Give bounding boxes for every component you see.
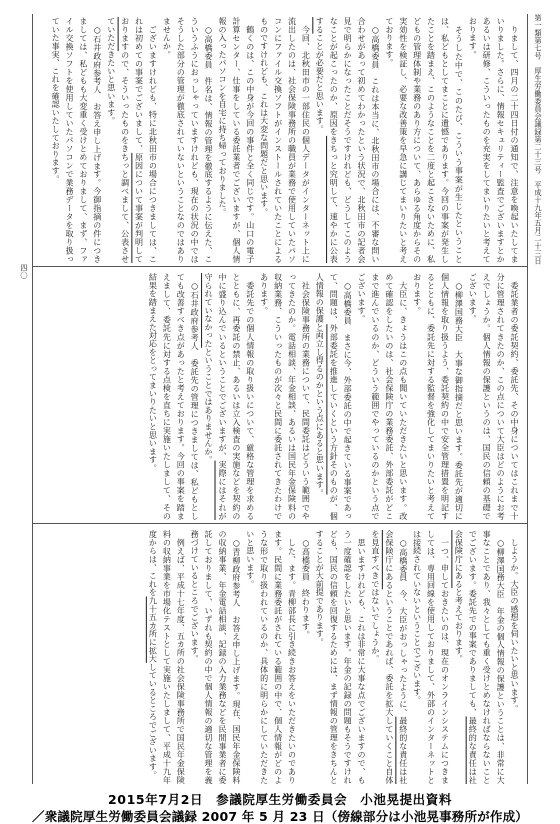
paragraph: ○石井政府参考人 委託先の管理につきましては、私どもとしても改善すべき点があったと考えております。今回の事案を踏まえまして、委託先に対する点検を直ちに実施いたしまして、その結果を踏まえた対応をとってまいりたいと思います。 — [148, 273, 200, 520]
paragraph: 鶴くのは、この中身が今回の事件と全く同じです。山口の電子計算センター、仕事をしている委託業者でございますが、個人情報の入ったパソコンを自宅に持ち帰っておりました。 — [217, 17, 255, 263]
tier-divider — [33, 266, 527, 267]
paragraph: 委託業者の委託契約、委託先、その中身についてはこれまで十分に管理されてきたのか、この点について大臣はどのようにお考えでしょうか。個人情報の保護というのは、国民の信頼の基礎でございます。 — [468, 273, 519, 520]
running-header: 第一類第七号 厚生労働委員会議録第二十三号 平成十九年五月二十三日 — [534, 14, 543, 265]
page-number: 四〇 — [20, 264, 29, 280]
text-tier-lower — [33, 527, 527, 784]
text-tier-upper — [33, 14, 527, 263]
paragraph: りまして、四月の二十四日付の通知で、注意を喚起いたしてまいりました。さらに、情報セキュリティー監査でございますとかあるいは研修、こういったものを充実をしてまいりたいと考えております。 — [468, 17, 519, 263]
paragraph: 今回、北秋田市の一部住民の個人データがインターネット上に流出したのは、社会保険事務所の職員が業務で使用していたパソコンにファイル交換ソフトがインストールされていたことによるものですけれども、これは大変な問題だと思います。 — [259, 17, 311, 263]
paragraph: ○高橋委員 これは本当に、北秋田市の場合には、不審な問い合わせがあって初めてわかったという状況で、北秋田市の記者会見で明らかになったことだそうですけれども、どうしてこのようなことが起こったのか、原因をきちっと究明して、速やかに公表することが必要だと思います。 — [315, 17, 380, 263]
underlined-phrase: 実際にはそれが守られていなかった — [204, 273, 227, 520]
underlined-phrase: 最終的な責任は社会保険庁にある — [384, 530, 408, 784]
tier-divider — [33, 523, 527, 524]
paragraph: ○高橋委員 今、大臣がおっしゃったように、最終的な責任は社会保険庁にあるということであれば、委託を拡大していくこと自体を見直すべきではないでしょうか。 — [370, 530, 408, 784]
text-tier-middle — [33, 270, 527, 520]
paragraph: ○高橋委員 終わります。 — [301, 530, 311, 639]
underlined-phrase: 九十五カ所に拡大 — [148, 596, 158, 663]
paragraph: ○柳澤国務大臣 年金の個人情報の保護ということは、非常に大事なことであり、我々としても重く受けとめなければならないことでございます。委託先での事案でありましても、最終的な責任は社会保険庁にあると考えております。 — [454, 530, 506, 784]
paragraph: した、ます。青柳部長に引き続きお答えをいただきたいのであります。民間に業務委託がされている範囲の中で、個人情報がどのような形で取り扱われているのか、具体的に明らかにしていただきたいと思います。 — [245, 530, 297, 784]
paragraph: しようか。大臣の感想を伺いたいと思います。 — [510, 530, 519, 713]
paragraph: ○柳澤国務大臣 大事な御指摘だと思います。委託先が適切に個人情報を取り扱うよう、委託契約の中で安全管理措置を明記するとともに、委託先に対する監督を強化してまいりたいと考えております。 — [412, 273, 464, 520]
document-page — [18, 14, 542, 784]
paragraph: 委託先での個人情報の取り扱いについて、厳格な管理を求めるとともに、再委託の禁止、あるいは立入検査の実施などを契約の中に盛り込んでいるということでございますが、実際にはそれが守られていなかったということではありませんか。 — [204, 273, 255, 520]
paragraph: そうした中で、このたび、こういう事案が生じたということは、私どもとしてまことに遺憾であります。今回の事案が発生したことを踏まえ、このようなことを二度と起こさないために、私どもの管理体制や業務のあり方について、あらゆる角度からその実効性を検証し、必要な改善策を早急に講じてまいりたいと考えております。 — [384, 17, 464, 263]
footer-citation-line: ／衆議院厚生労働委員会議録 2007 年 5 月 23 日（傍線部分は小池晃事務所が作成） — [32, 809, 528, 824]
paragraph: ○高橋委員 まさに今、外部委託の中で起きている事案であって、問題は、外部委託を推進していくという方針そのものが、個人情報の保護と両立し得るのかという点にあると思います。 — [315, 273, 353, 520]
footer-source-line: 2015年7月2日 参議院厚生労働委員会 小池晃提出資料 — [108, 792, 452, 807]
underlined-phrase: 最終的な責任は社会保険庁にある — [454, 530, 478, 784]
text-frame — [32, 14, 528, 784]
paragraph: 大臣に、きょうはこの点も聞いていただきたいと思います。改めて確認をしたいのは、社会保険庁の業務委託、外部委託がどこまで進んでいるのか、どういう範囲でやっているのかという点でございます。 — [357, 273, 408, 520]
paragraph: 一つ、申しておきたいのは、現在のオンラインシステムにつきましては、専用回線を使用しておりまして、外部のインターネットとは接続されていないということでございます。 — [412, 530, 450, 784]
underlined-phrase: 外部委託を推進していくという方針そのもの — [329, 324, 339, 495]
underlined-phrase: 原因について事案が判明しております — [120, 17, 144, 263]
paragraph: 思いますけれども、これは非常に大事な点でございますので、もう一度確認をしたいと思います。年金の記録の問題もそうですけれども、国民の信頼を回復するためには、まず情報の管理をきちんとすることが大前提であります。 — [315, 530, 367, 784]
paragraph: 社会保険事務所の業務について、民間委託はどういう範囲でやってきたのか。電話相談、年金相談、あるいは国民年金保険料の収納業務、こういったものが次々と民間に委託されてきたわけであります。 — [259, 273, 311, 520]
paragraph: ございますけれども、特に北秋田市の場合につきましては、これは初めての事案でございまして、原因について事案が判明しておりますので、そういったものをきちっと調べまして、公表させていただきたいと思います。 — [106, 17, 158, 263]
underlined-phrase: きちっと究明して、速やかに公表する — [315, 17, 339, 263]
paragraph: ○青柳政府参考人 お答え申し上げます。現在、国民年金保険料の収納事業、年金電話相談、記録の入力業務などを民間事業者に委託しておりまして、いずれも契約の中で個人情報の適切な管理を義務づけているところでございます。 — [190, 530, 241, 784]
paragraph: ○石井政府参考人 お答え申し上げます。今御指摘の件につきましては、私どもも大変重く受けとめておりまして、まず、ファイル交換ソフトを使用していたパソコンで業務データを取り扱っていた事実、これを確認いたしております。 — [51, 17, 102, 263]
paragraph: 例えば、平成十七年度、五カ所の社会保険事務所で国民年金保険料の収納事業を市場化テストとして実施いたしまして、平成十九年度からは、これを九十五カ所に拡大しているところでございます。 — [148, 530, 186, 784]
paragraph: ○高橋委員 件名は、情報の管理を徹底するように伝えた、こういうふうにおっしゃっていますけれども、現在の状況の中ではそうした部分の管理が徹底されていないということなのではありませんか。 — [162, 17, 214, 263]
